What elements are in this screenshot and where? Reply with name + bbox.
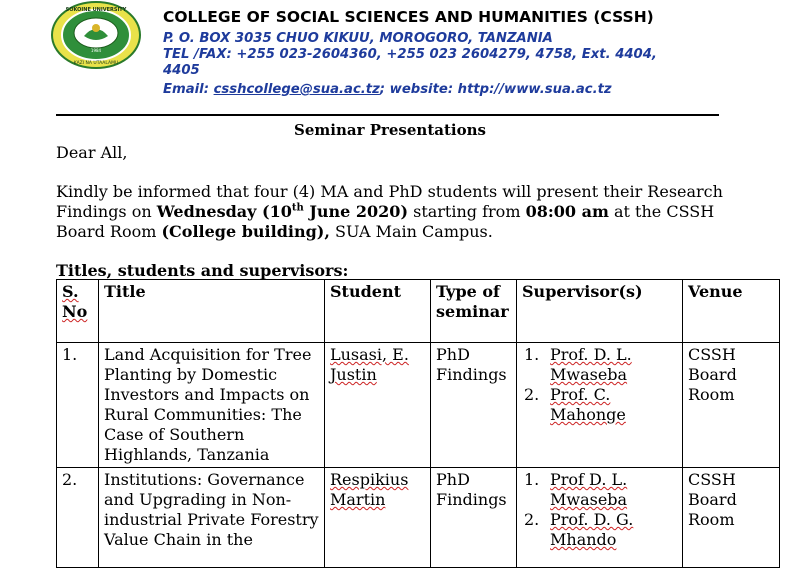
table-header-row [57,280,780,343]
email-label: Email: [163,82,214,97]
svg-text:KAZI NA UTAALAMU: KAZI NA UTAALAMU [73,61,119,66]
body-paragraph [56,182,723,242]
row-type: PhD Findings [431,343,517,468]
supervisor-item: 1. Prof D. L. Mwaseba [524,470,628,509]
header-student: Student [325,280,431,343]
svg-text:SOKOINE UNIVERSITY: SOKOINE UNIVERSITY [65,7,127,13]
salutation: Dear All, [56,143,128,162]
row-number: 1. [57,343,99,468]
row-supervisors [517,343,683,468]
header-sno: S. No [57,280,99,343]
header-supervisors: Supervisor(s) [517,280,683,343]
email-link[interactable]: csshcollege@sua.ac.tz [213,82,380,97]
svg-text:1984: 1984 [90,48,102,53]
table-row [57,343,780,468]
website-text: ; website: http://www.sua.ac.tz [379,82,612,97]
row-type: PhD Findings [431,468,517,568]
college-name: COLLEGE OF SOCIAL SCIENCES AND HUMANITIES (CSSH) [163,8,654,26]
seminar-table [56,279,780,568]
row-number: 2. [57,468,99,568]
body-line-2: Findings on Wednesday (10th June 2020) starting from 08:00 am at the CSSH [56,202,715,221]
document-heading: Seminar Presentations [294,121,486,139]
supervisor-item: 2. Prof. D. G. Mhando [524,510,634,549]
supervisor-item: 1. Prof. D. L. Mwaseba [524,345,632,384]
body-line-1: Kindly be informed that four (4) MA and PhD students will present their Research [56,182,723,201]
university-logo-icon [50,0,142,70]
row-venue: CSSH Board Room [683,468,780,568]
header-venue: Venue [683,280,780,343]
row-title: Institutions: Governance and Upgrading in Non-industrial Private Forestry Value Chain in the [99,468,325,568]
table-row [57,468,780,568]
row-venue: CSSH Board Room [683,343,780,468]
tel-fax-line-2: 4405 [163,63,200,78]
row-title: Land Acquisition for Tree Planting by Domestic Investors and Impacts on Rural Communities: The Case of Southern Highlands, Tanzania [99,343,325,468]
tel-fax-line-1: TEL /FAX: +255 023-2604360, +255 023 2604279, 4758, Ext. 4404, [163,47,657,62]
table-label: Titles, students and supervisors: [56,261,349,280]
header-divider [56,114,719,116]
row-student: Lusasi, E. Justin [325,343,431,468]
body-line-3: Board Room (College building), SUA Main Campus. [56,222,493,241]
postal-address: P. O. BOX 3035 CHUO KIKUU, MOROGORO, TANZANIA [163,31,553,46]
header-title: Title [99,280,325,343]
row-student: Respikius Martin [325,468,431,568]
header-type: Type of seminar [431,280,517,343]
row-supervisors [517,468,683,568]
supervisor-item: 2. Prof. C. Mahonge [524,385,626,424]
contact-line [163,82,612,97]
